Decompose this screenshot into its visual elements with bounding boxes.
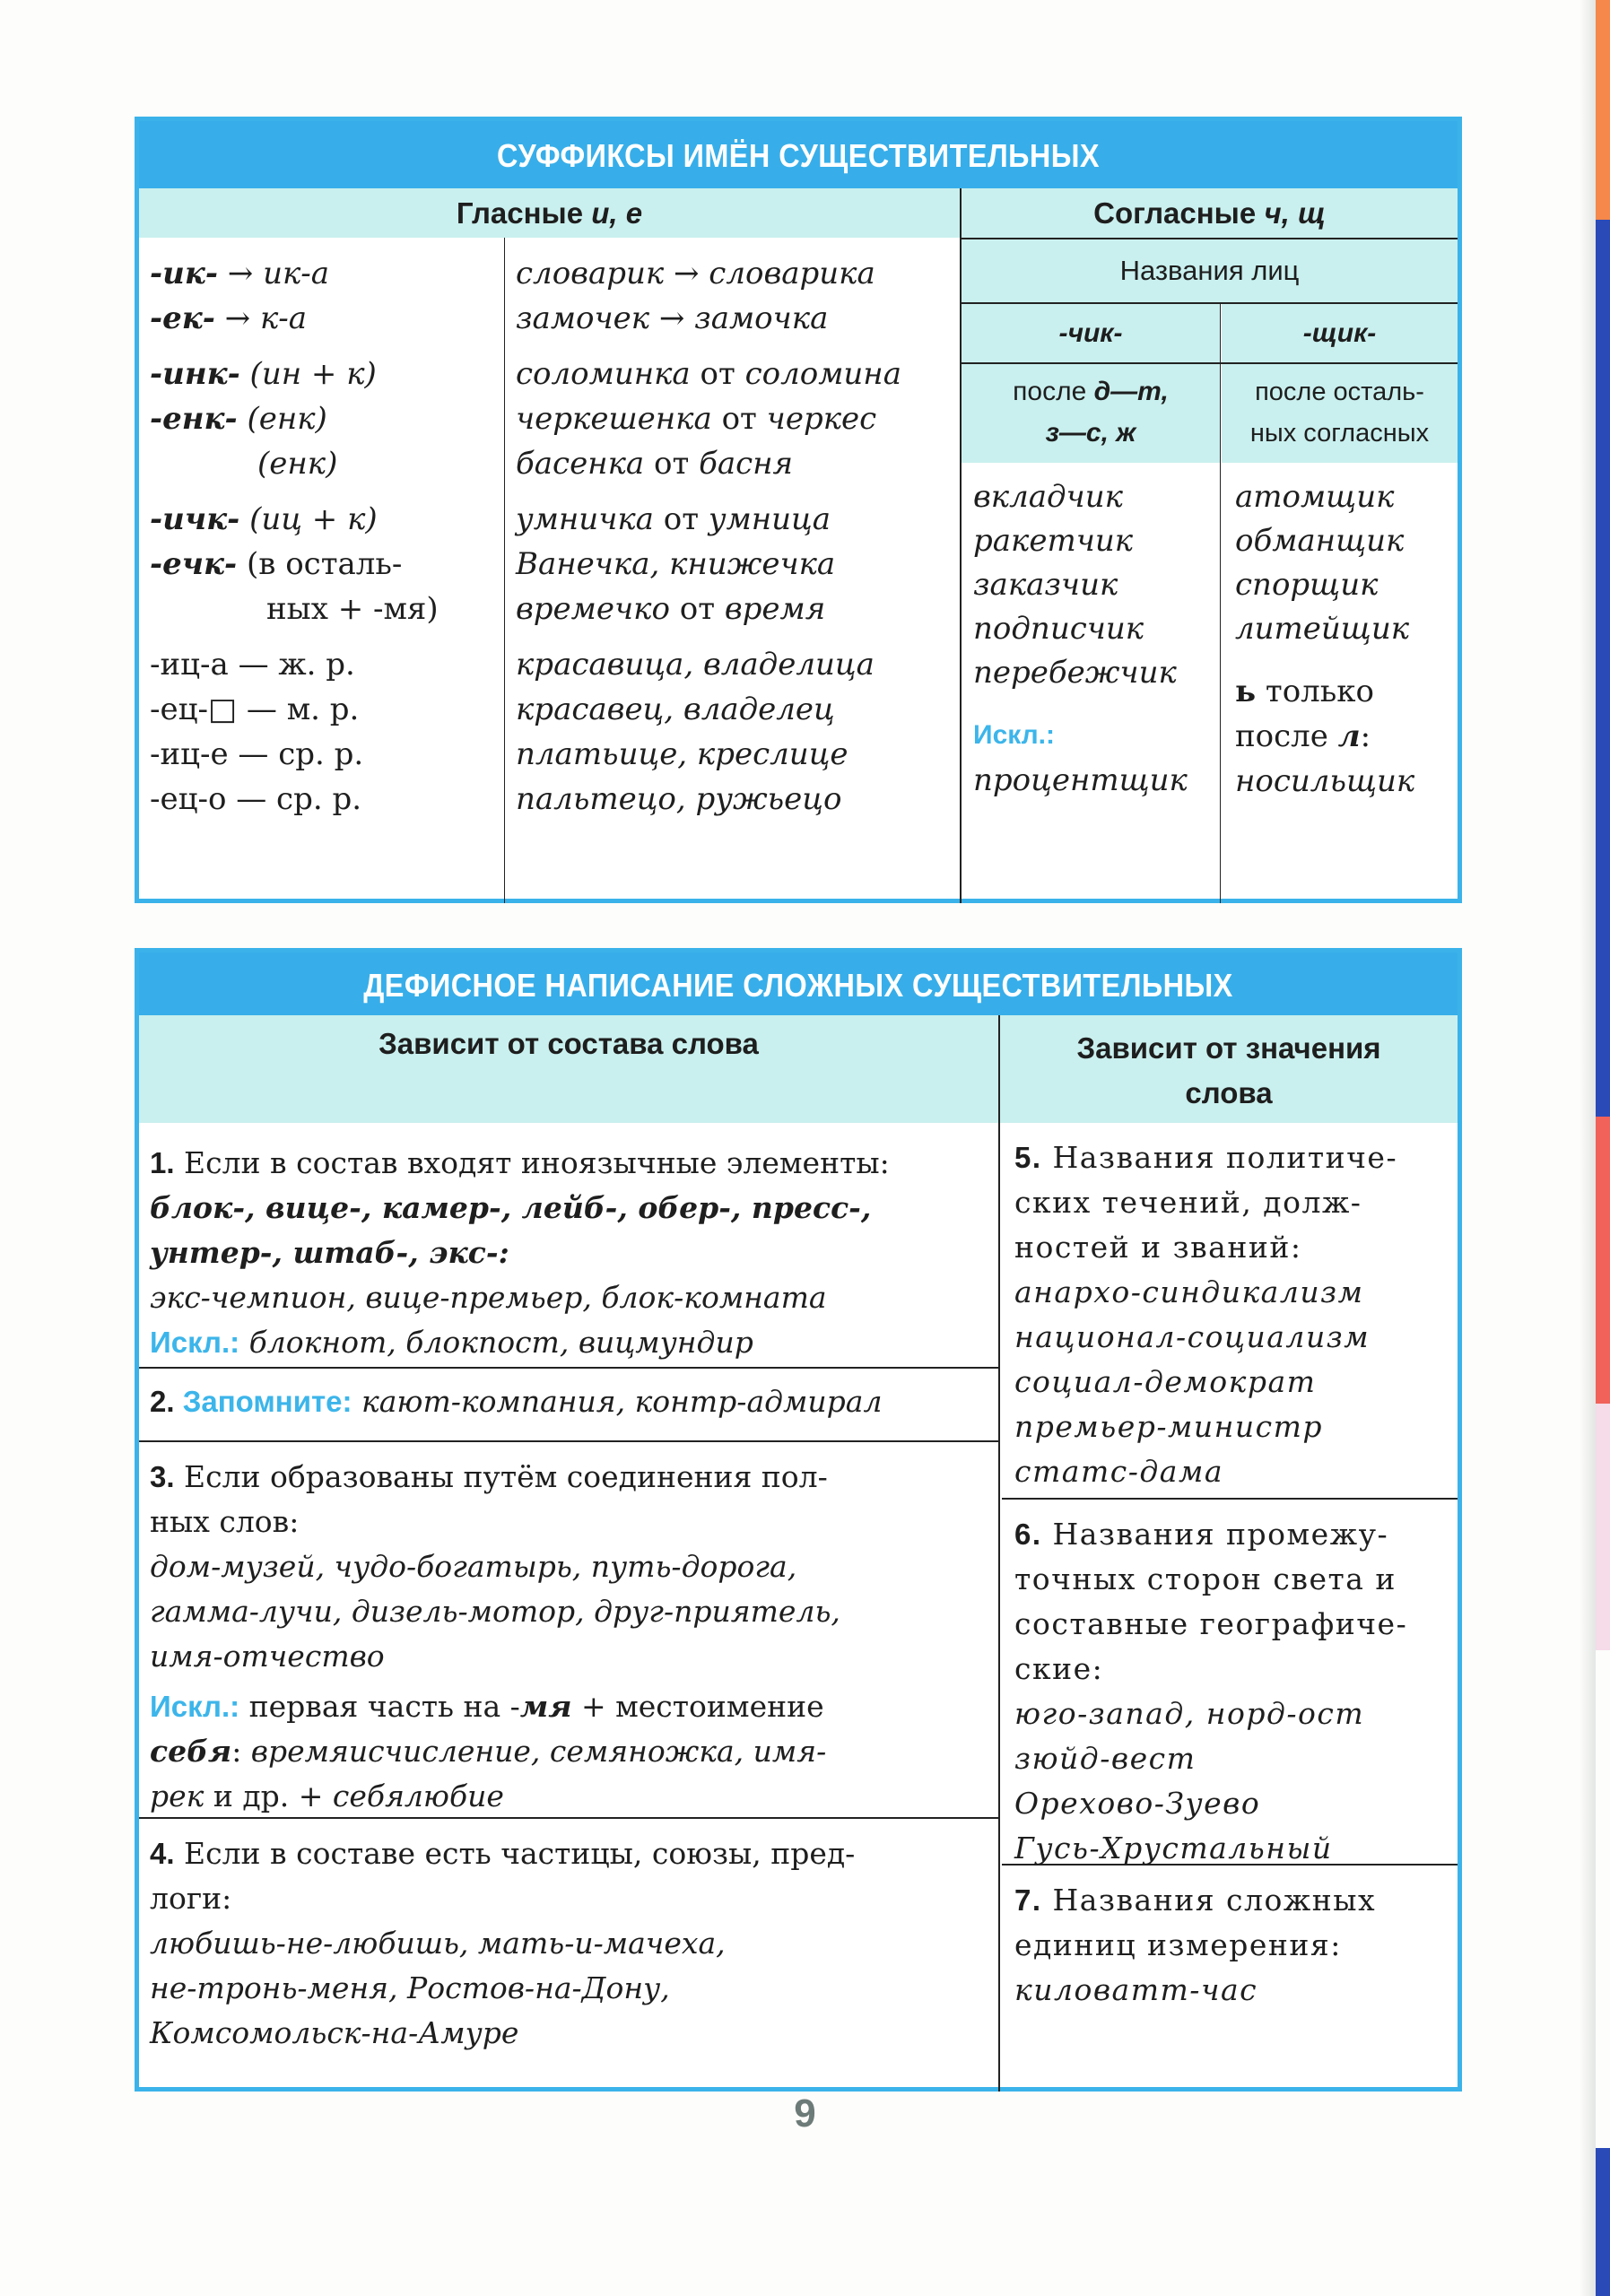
example: национал-социализм — [1014, 1319, 1371, 1354]
chik-condition-text: после — [1013, 377, 1094, 406]
example: киловатт-час — [1014, 1972, 1258, 2007]
item-text-span: ностей и званий: — [1014, 1230, 1302, 1265]
item-text-span: составные географиче- — [1014, 1606, 1408, 1641]
divider — [1220, 304, 1221, 903]
arrow: → — [214, 300, 260, 336]
source: соломина — [744, 356, 901, 392]
hyphen-title-band — [139, 952, 1458, 1015]
chik-exception-label: Искл.: — [973, 720, 1056, 750]
edge-tab-red — [1596, 1117, 1610, 1404]
item-text: Если в составе есть частицы, союзы, пред- — [174, 1836, 856, 1871]
item-text-span: ских течений, долж- — [1014, 1185, 1362, 1220]
result: к-а — [259, 300, 308, 336]
example: статс-дама — [1014, 1454, 1223, 1489]
colon: : — [1360, 718, 1371, 754]
word: черкешенка — [516, 401, 712, 437]
item-text-span: точных сторон света и — [1014, 1561, 1397, 1596]
source: черкес — [766, 401, 877, 437]
item-number: 1. — [150, 1146, 175, 1179]
suffix: -ечк- — [150, 546, 238, 582]
suffix: -ичк- — [150, 501, 240, 537]
chik-condition-letters-1: д—т, — [1093, 377, 1169, 406]
shchik-condition-2: ных согласных — [1249, 419, 1430, 448]
item-text-span: ские: — [1014, 1651, 1104, 1686]
gender-example-masc: красавец, владелец — [516, 691, 835, 727]
right-items — [1002, 1123, 1458, 2022]
chik-examples — [973, 475, 1215, 803]
exception-suffix: мя — [519, 1689, 572, 1724]
morphemes: (иц + к) — [239, 501, 378, 537]
exception-label: Искл.: — [150, 1690, 240, 1723]
shchik-example: спорщик — [1235, 567, 1379, 603]
suffix: -енк- — [150, 401, 238, 437]
examples: гамма-лучи, дизель-мотор, друг-приятель, — [150, 1594, 840, 1629]
edge-tab-orange — [1596, 0, 1610, 220]
hyphen-table — [135, 948, 1462, 2092]
morphemes: (енк) — [237, 401, 327, 437]
gender-rule-fem: -иц-а — ж. р. — [150, 647, 355, 683]
soft-sign-example: носильщик — [1235, 763, 1415, 799]
vowels-header-text: Гласные — [456, 196, 592, 230]
source: умница — [708, 501, 831, 537]
left-item-3 — [150, 1442, 993, 1817]
example: премьер-министр — [1014, 1409, 1324, 1444]
example: социал-демократ — [1014, 1364, 1317, 1399]
page-number: 9 — [794, 2092, 816, 2135]
chik-examples-list — [973, 475, 1215, 695]
from: от — [653, 446, 690, 482]
exception-pronoun: себя — [150, 1734, 232, 1769]
source: время — [724, 591, 826, 627]
shchik-example: литейщик — [1235, 611, 1410, 647]
word: времечко — [516, 591, 670, 627]
note: после — [1235, 718, 1338, 754]
edge-tab-blue-bottom — [1596, 2148, 1610, 2296]
note: только — [1256, 674, 1374, 709]
chik-example: перебежчик — [973, 655, 1177, 691]
right-header — [1000, 1015, 1458, 1123]
suffixes-table — [135, 117, 1462, 903]
suffix: -ек- — [150, 300, 215, 336]
vowels-header-letters: и, е — [591, 196, 643, 230]
item-text — [1014, 1923, 1458, 1968]
shchik-condition — [1222, 364, 1458, 463]
item-text-span: Названия промежу- — [1041, 1517, 1389, 1552]
chik-exception: процентщик — [973, 762, 1188, 798]
rule-enk — [150, 396, 500, 441]
result: ик-а — [263, 256, 330, 291]
example — [516, 441, 955, 486]
exception-words: блокнот, блокпост, вицмундир — [239, 1325, 753, 1360]
shchik-example: обманщик — [1235, 523, 1405, 559]
item-text — [1014, 1878, 1458, 1923]
consonants-header — [962, 188, 1458, 238]
item-text: логи: — [150, 1881, 232, 1916]
example: словарик → словарика — [516, 256, 875, 291]
shchik-examples — [1235, 475, 1455, 804]
shchik-example: атомщик — [1235, 479, 1395, 515]
example: замочек → замочка — [516, 300, 829, 336]
persons-header-text: Названия лиц — [1119, 255, 1300, 286]
morphemes: (ин + к) — [239, 356, 377, 392]
divider — [998, 1015, 1000, 2092]
item-text — [1014, 1557, 1458, 1602]
examples: экс-чемпион, вице-премьер, блок-комната — [150, 1280, 827, 1315]
item-text: ных слов: — [150, 1504, 300, 1539]
examples: не-тронь-меня, Ростов-на-Дону, — [150, 1970, 670, 2005]
colon: : — [231, 1734, 251, 1769]
examples: кают-компания, контр-адмирал — [352, 1384, 883, 1419]
example — [516, 396, 955, 441]
letter-l: л — [1337, 718, 1361, 754]
item-text — [1014, 1647, 1458, 1692]
examples: дом-музей, чудо-богатырь, путь-дорога, — [150, 1549, 797, 1584]
right-item-6 — [1002, 1500, 1458, 1866]
exception-label: Искл.: — [150, 1326, 240, 1359]
exception — [150, 1729, 993, 1774]
item-text-span: единиц измерения: — [1014, 1927, 1342, 1962]
chik-condition-letters-2: з—с, ж — [1045, 418, 1136, 448]
gender-example-neut-e: платьице, креслице — [516, 736, 849, 772]
edge-tab-blue — [1596, 220, 1610, 1117]
examples: любишь-не-любишь, мать-и-мачеха, — [150, 1926, 726, 1961]
left-item-2 — [150, 1369, 993, 1440]
remember-label: Запомните: — [174, 1385, 352, 1418]
chik-example: вкладчик — [973, 479, 1123, 515]
exception — [150, 1320, 993, 1365]
item-text-span: Названия политиче- — [1041, 1140, 1398, 1175]
item-2-text — [150, 1379, 993, 1424]
suffixes-title-band — [139, 121, 1458, 188]
example: анархо-синдикализм — [1014, 1274, 1364, 1309]
shchik-condition-1: после осталь- — [1255, 378, 1424, 406]
vowels-header — [139, 188, 960, 238]
examples: Комсомольск-на-Амуре — [150, 2015, 519, 2050]
shchik-label: -щик- — [1302, 318, 1377, 348]
chik-example: подписчик — [973, 611, 1144, 647]
shchik-header — [1222, 304, 1458, 362]
gender-rule-neut-e: -иц-е — ср. р. — [150, 736, 364, 772]
example: Орехово-Зуево — [1014, 1786, 1261, 1821]
item-number: 2. — [150, 1385, 175, 1418]
rule-ink — [150, 352, 500, 396]
item-text — [1014, 1180, 1458, 1225]
item-number: 3. — [150, 1460, 175, 1493]
example — [516, 587, 955, 631]
item-4-text — [150, 1831, 993, 1876]
persons-header — [962, 239, 1458, 302]
prefixes: блок-, вице-, камер-, лейб-, обер-, пресс-, — [150, 1190, 872, 1225]
rule-echk-cont: ных + -мя) — [266, 591, 439, 627]
exception-text: + местоимение — [571, 1689, 824, 1724]
rule-enk-alt: (енк) — [257, 446, 338, 482]
gender-rule-neut-o: -ец-о — ср. р. — [150, 781, 362, 817]
item-text-span: Названия сложных — [1041, 1883, 1377, 1918]
chik-condition — [962, 364, 1220, 463]
consonants-header-letters: ч, щ — [1264, 196, 1326, 230]
from: от — [663, 501, 700, 537]
left-header-text: Зависит от состава слова — [379, 1027, 759, 1060]
divider — [962, 238, 1458, 239]
rule-ik — [150, 251, 500, 296]
left-header — [139, 1015, 998, 1123]
divider — [960, 188, 962, 903]
from: от — [721, 401, 757, 437]
exception-words: рек — [150, 1779, 205, 1813]
condition: (в осталь- — [237, 546, 403, 582]
chik-label: -чик- — [1058, 318, 1123, 348]
example — [516, 497, 955, 542]
from: от — [700, 356, 735, 392]
arrow: → — [217, 256, 264, 291]
gender-example-neut-o: пальтецо, ружьецо — [516, 781, 842, 817]
right-header-line-1: Зависит от значения — [1076, 1031, 1381, 1065]
example: зюйд-вест — [1014, 1741, 1197, 1776]
right-header-line-2: слова — [1185, 1076, 1273, 1109]
exception-text: и др. + — [204, 1779, 333, 1813]
left-item-4 — [150, 1819, 993, 2088]
chik-example: заказчик — [973, 567, 1118, 603]
exception-words: себялюбие — [332, 1779, 504, 1813]
item-text: Если образованы путём соединения пол- — [174, 1459, 828, 1494]
source: басня — [699, 446, 794, 482]
exception-words: времяисчисление, семяножка, имя- — [250, 1734, 827, 1769]
vowel-examples-column — [516, 251, 955, 822]
example — [516, 352, 955, 396]
divider — [962, 302, 1458, 304]
exception — [150, 1684, 993, 1729]
soft-sign-note-2 — [1235, 714, 1455, 759]
vowel-rules-column — [150, 251, 500, 822]
exception — [150, 1774, 993, 1819]
word: соломинка — [516, 356, 691, 392]
rule-ichk — [150, 497, 500, 542]
soft-sign: ь — [1235, 674, 1257, 709]
shchik-examples-list — [1235, 475, 1455, 651]
page-edge-shadow — [1580, 0, 1596, 2296]
item-text — [1014, 1135, 1458, 1180]
suffixes-title: СУФФИКСЫ ИМЁН СУЩЕСТВИТЕЛЬНЫХ — [205, 121, 1392, 188]
item-number: 6. — [1014, 1518, 1042, 1551]
item-3-text — [150, 1455, 993, 1500]
chik-header — [962, 304, 1220, 362]
suffix: -ик- — [150, 256, 218, 291]
rule-ek — [150, 296, 500, 341]
example: Гусь-Хрустальный — [1014, 1831, 1333, 1866]
chik-example: ракетчик — [973, 523, 1134, 559]
prefixes: унтер-, штаб-, экс-: — [150, 1235, 509, 1270]
item-text — [1014, 1225, 1458, 1270]
left-item-1 — [150, 1123, 993, 1367]
item-text — [1014, 1512, 1458, 1557]
word: умничка — [516, 501, 654, 537]
gender-example-fem: красавица, владелица — [516, 647, 875, 683]
example: Ванечка, книжечка — [516, 546, 836, 582]
item-number: 4. — [150, 1837, 175, 1870]
divider — [962, 362, 1458, 364]
edge-tab-pink — [1596, 1404, 1610, 1650]
item-number: 5. — [1014, 1141, 1042, 1174]
word: басенка — [516, 446, 645, 482]
example: юго-запад, норд-ост — [1014, 1696, 1365, 1731]
hyphen-title: ДЕФИСНОЕ НАПИСАНИЕ СЛОЖНЫХ СУЩЕСТВИТЕЛЬНЫХ — [205, 952, 1392, 1015]
from: от — [679, 591, 716, 627]
item-text — [1014, 1602, 1458, 1647]
consonants-header-text: Согласные — [1093, 196, 1265, 230]
item-text: Если в состав входят иноязычные элементы: — [174, 1145, 890, 1180]
suffix: -инк- — [150, 356, 240, 392]
gender-rule-masc: -ец-□ — м. р. — [150, 691, 360, 727]
rule-echk — [150, 542, 500, 587]
soft-sign-note-1 — [1235, 669, 1455, 714]
examples: имя-отчество — [150, 1639, 385, 1674]
divider — [504, 238, 505, 903]
right-item-5 — [1002, 1123, 1458, 1500]
item-1-text — [150, 1141, 993, 1186]
item-number: 7. — [1014, 1883, 1042, 1917]
exception-text: первая часть на - — [239, 1689, 520, 1724]
right-item-7 — [1002, 1866, 1458, 2022]
